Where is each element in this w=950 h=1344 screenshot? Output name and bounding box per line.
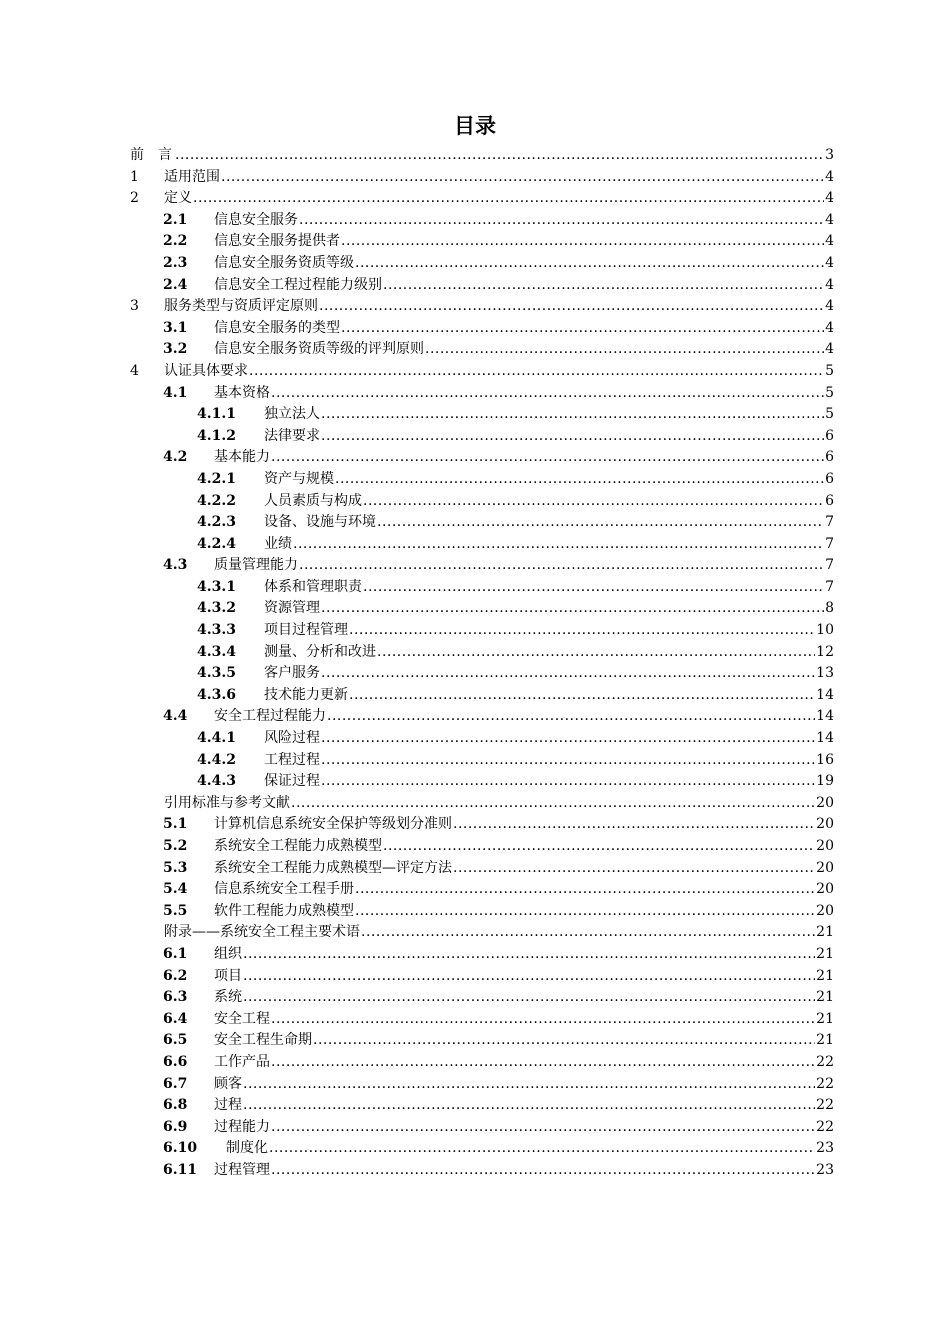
- toc-entry-title: 人员素质与构成: [264, 492, 362, 509]
- toc-entry[interactable]: [130, 167, 834, 189]
- toc-entry[interactable]: [130, 275, 834, 297]
- toc-dot-leader: [321, 728, 815, 750]
- toc-entry-number: 6.4: [163, 1010, 188, 1027]
- toc-dot-leader: [319, 296, 824, 318]
- toc-dot-leader: [271, 1160, 815, 1182]
- toc-entry[interactable]: [130, 512, 834, 534]
- toc-entry-line: [164, 296, 834, 318]
- toc-entry-number: 6.9: [163, 1118, 188, 1135]
- toc-entry-page: 5: [825, 406, 834, 423]
- toc-entry-line: [164, 793, 834, 815]
- toc-entry-number: 4.2.2: [197, 492, 236, 509]
- toc-entry[interactable]: [130, 469, 834, 491]
- toc-entry-number: 4.3.4: [197, 643, 236, 660]
- toc-entry[interactable]: [130, 663, 834, 685]
- toc-entry-line: [264, 469, 834, 491]
- toc-entry-number: 6.3: [163, 989, 188, 1006]
- toc-entry-page: 19: [816, 773, 834, 790]
- toc-entry-title: 系统: [214, 989, 242, 1006]
- toc-entry-page: 20: [816, 816, 834, 833]
- toc-entry-line: [214, 836, 834, 858]
- toc-entry-number: 3.2: [163, 341, 188, 358]
- toc-entry-page: 21: [816, 967, 834, 984]
- toc-dot-leader: [271, 1052, 815, 1074]
- toc-entry[interactable]: [130, 447, 834, 469]
- toc-dot-leader: [271, 1009, 815, 1031]
- toc-entry-line: [214, 555, 834, 577]
- toc-entry[interactable]: [130, 685, 834, 707]
- toc-entry-number: 6.2: [163, 967, 188, 984]
- toc-entry-line: [214, 1160, 834, 1182]
- toc-entry-page: 16: [816, 751, 834, 768]
- toc-dot-leader: [335, 469, 824, 491]
- toc-entry-title: 服务类型与资质评定原则: [164, 298, 318, 315]
- toc-entry-number: 4.1.1: [197, 406, 236, 423]
- toc-entry-line: [164, 167, 834, 189]
- toc-entry-page: 13: [816, 665, 834, 682]
- toc-entry-title: 法律要求: [264, 427, 320, 444]
- toc-entry[interactable]: [130, 771, 834, 793]
- toc-entry-title: 项目: [214, 967, 242, 984]
- toc-dot-leader: [341, 231, 824, 253]
- toc-dot-leader: [321, 598, 824, 620]
- toc-dot-leader: [271, 447, 824, 469]
- toc-entry-line: [164, 922, 834, 944]
- toc-entry-page: 3: [825, 147, 834, 163]
- toc-entry[interactable]: [130, 188, 834, 210]
- toc-entry-page: 6: [825, 449, 834, 466]
- toc-entry[interactable]: [130, 814, 834, 836]
- toc-entry[interactable]: [130, 836, 834, 858]
- toc-entry-number: 6.6: [163, 1053, 188, 1070]
- toc-entry-title: 认证具体要求: [164, 362, 248, 379]
- toc-entry-number: 1: [130, 168, 139, 185]
- toc-dot-leader: [355, 901, 815, 923]
- toc-entry-line: [264, 728, 834, 750]
- toc-entry[interactable]: [130, 750, 834, 772]
- toc-dot-leader: [249, 361, 824, 383]
- toc-entry-number: 前 言: [130, 147, 172, 163]
- toc-entry-line: [214, 1074, 834, 1096]
- toc-entry-line: [214, 814, 834, 836]
- toc-entry-line: [264, 642, 834, 664]
- toc-dot-leader: [243, 1074, 815, 1096]
- toc-entry-title: 安全工程生命期: [214, 1032, 312, 1049]
- toc-entry-page: 22: [816, 1075, 834, 1092]
- toc-entry-number: 4.3.1: [197, 578, 236, 595]
- toc-entry-line: [264, 685, 834, 707]
- toc-entry[interactable]: [130, 534, 834, 556]
- toc-dot-leader: [221, 167, 824, 189]
- toc-entry[interactable]: [130, 1074, 834, 1096]
- toc-entry-line: [214, 1095, 834, 1117]
- toc-entry-page: 7: [825, 514, 834, 531]
- toc-entry[interactable]: [130, 253, 834, 275]
- toc-entry-page: 8: [825, 600, 834, 617]
- toc-entry[interactable]: [130, 858, 834, 880]
- toc-dot-leader: [321, 771, 815, 793]
- toc-dot-leader: [243, 944, 815, 966]
- toc-entry-title: 保证过程: [264, 773, 320, 790]
- toc-entry-title: 信息安全服务资质等级的评判原则: [214, 341, 424, 358]
- toc-entry-page: 6: [825, 470, 834, 487]
- toc-entry-title: 过程: [214, 1097, 242, 1114]
- toc-entry-page: 22: [816, 1097, 834, 1114]
- toc-entry-title: 业绩: [264, 535, 292, 552]
- toc-entry[interactable]: [130, 1117, 834, 1139]
- toc-entry-line: [264, 598, 834, 620]
- toc-entry-page: 4: [825, 190, 834, 207]
- toc-dot-leader: [321, 404, 824, 426]
- toc-entry-page: 22: [816, 1118, 834, 1135]
- toc-entry-page: 23: [816, 1161, 834, 1178]
- toc-entry-line: [226, 1138, 834, 1160]
- toc-entry-page: 20: [816, 859, 834, 876]
- toc-entry[interactable]: [130, 793, 834, 815]
- toc-entry-number: 4.3.3: [197, 622, 236, 639]
- toc-entry-title: 附录——系统安全工程主要术语: [164, 924, 360, 941]
- toc-entry-number: 4.2: [163, 449, 188, 466]
- toc-entry-number: 5.4: [163, 881, 188, 898]
- toc-entry-number: 4.3.2: [197, 600, 236, 617]
- toc-entry-line: [264, 663, 834, 685]
- toc-entry-title: 工作产品: [214, 1053, 270, 1070]
- toc-entry-title: 基本能力: [214, 449, 270, 466]
- toc-entry-number: 6.11: [163, 1161, 198, 1178]
- toc-entry-title: 独立法人: [264, 406, 320, 423]
- toc-entry-title: 项目过程管理: [264, 622, 348, 639]
- toc-entry[interactable]: [130, 383, 834, 405]
- toc-entry-line: [264, 620, 834, 642]
- toc-entry-line: [214, 706, 834, 728]
- toc-entry-title: 顾客: [214, 1075, 242, 1092]
- toc-dot-leader: [361, 922, 815, 944]
- toc-entry-line: [264, 534, 834, 556]
- toc-entry-number: 4.4.1: [197, 730, 236, 747]
- toc-entry-page: 5: [825, 362, 834, 379]
- toc-entry-number: 5.2: [163, 838, 188, 854]
- toc-dot-leader: [299, 555, 824, 577]
- toc-entry[interactable]: [130, 1030, 834, 1052]
- toc-entry-number: 4: [130, 362, 139, 379]
- toc-dot-leader: [425, 339, 824, 361]
- toc-entry-line: [264, 750, 834, 772]
- toc-dot-leader: [341, 318, 824, 340]
- toc-entry[interactable]: [130, 1052, 834, 1074]
- toc-entry-title: 软件工程能力成熟模型: [214, 902, 354, 919]
- toc-dot-leader: [377, 642, 815, 664]
- toc-dot-leader: [377, 512, 824, 534]
- toc-entry-page: 7: [825, 535, 834, 552]
- toc-entry-line: [214, 1030, 834, 1052]
- toc-dot-leader: [453, 858, 815, 880]
- toc-entry[interactable]: [130, 966, 834, 988]
- toc-entry-page: 14: [816, 686, 834, 703]
- toc-entry-number: 4.4.2: [197, 751, 236, 768]
- toc-entry-line: [264, 577, 834, 599]
- toc-entry-page: 14: [816, 730, 834, 747]
- toc-entry-title: 过程管理: [214, 1161, 270, 1178]
- toc-entry-page: 21: [816, 1032, 834, 1049]
- toc-entry-page: 4: [825, 211, 834, 228]
- toc-entry-title: 适用范围: [164, 168, 220, 185]
- toc-dot-leader: [327, 706, 815, 728]
- toc-entry[interactable]: [130, 901, 834, 923]
- toc-entry[interactable]: [130, 296, 834, 318]
- toc-entry-number: 4.1: [163, 384, 188, 401]
- toc-entry-number: 6.7: [163, 1075, 188, 1092]
- toc-entry-title: 信息安全工程过程能力级别: [214, 276, 382, 293]
- toc-entry-page: 4: [825, 254, 834, 271]
- toc-entry-line: [214, 210, 834, 232]
- toc-entry-number: 4.3.6: [197, 686, 236, 703]
- toc-dot-leader: [349, 685, 815, 707]
- toc-entry-number: 5.1: [163, 816, 188, 833]
- toc-entry[interactable]: [130, 1095, 834, 1117]
- toc-entry-line: [214, 987, 834, 1009]
- toc-entry-page: 5: [825, 384, 834, 401]
- toc-entry-line: [214, 966, 834, 988]
- toc-entry-line: [214, 275, 834, 297]
- toc-entry-page: 20: [816, 838, 834, 854]
- toc-entry-page: 6: [825, 427, 834, 444]
- toc-entry-page: 20: [816, 881, 834, 898]
- toc-entry-line: [214, 231, 834, 253]
- toc-entry-page: 4: [825, 298, 834, 315]
- toc-entry-page: 7: [825, 578, 834, 595]
- toc-entry-line: [264, 512, 834, 534]
- toc-entry-line: [214, 383, 834, 405]
- toc-entry-page: 21: [816, 989, 834, 1006]
- toc-dot-leader: [291, 793, 815, 815]
- toc-entry-line: [164, 188, 834, 210]
- toc-dot-leader: [271, 383, 824, 405]
- toc-entry-title: 组织: [214, 945, 242, 962]
- toc-dot-leader: [383, 836, 815, 858]
- toc-entry-page: 12: [816, 643, 834, 660]
- toc-entry[interactable]: [130, 145, 834, 167]
- toc-entry-number: 4.3.5: [197, 665, 236, 682]
- toc-entry[interactable]: [130, 598, 834, 620]
- toc-entry-page: 21: [816, 924, 834, 941]
- toc-entry-title: 定义: [164, 190, 192, 207]
- toc-dot-leader: [243, 966, 815, 988]
- toc-entry-line: [214, 858, 834, 880]
- table-of-contents: [130, 145, 834, 1182]
- page-title: 目录: [454, 114, 496, 138]
- toc-entry[interactable]: [130, 318, 834, 340]
- toc-entry-line: [214, 879, 834, 901]
- toc-entry-title: 系统安全工程能力成熟模型: [214, 838, 382, 854]
- toc-entry-number: 6.1: [163, 945, 188, 962]
- toc-entry[interactable]: [130, 404, 834, 426]
- toc-entry-number: 2.3: [163, 254, 188, 271]
- toc-dot-leader: [299, 210, 824, 232]
- toc-entry-line: [214, 901, 834, 923]
- toc-entry-number: 5.3: [163, 859, 188, 876]
- toc-entry-line: [174, 145, 834, 167]
- toc-dot-leader: [349, 620, 815, 642]
- toc-entry-number: 3: [130, 298, 139, 315]
- toc-entry[interactable]: [130, 728, 834, 750]
- toc-entry-title: 制度化: [226, 1140, 268, 1157]
- toc-entry[interactable]: [130, 879, 834, 901]
- toc-entry-page: 4: [825, 319, 834, 336]
- toc-entry-title: 信息安全服务: [214, 211, 298, 228]
- toc-entry-line: [214, 1117, 834, 1139]
- toc-entry-number: 2.4: [163, 276, 188, 293]
- toc-entry-title: 技术能力更新: [264, 686, 348, 703]
- toc-entry-line: [214, 944, 834, 966]
- toc-entry-page: 4: [825, 341, 834, 358]
- toc-dot-leader: [313, 1030, 815, 1052]
- toc-entry[interactable]: [130, 339, 834, 361]
- toc-entry-title: 体系和管理职责: [264, 578, 362, 595]
- toc-entry-number: 4.4.3: [197, 773, 236, 790]
- toc-entry[interactable]: [130, 231, 834, 253]
- toc-dot-leader: [363, 491, 824, 513]
- toc-entry[interactable]: [130, 706, 834, 728]
- toc-entry-title: 资产与规模: [264, 470, 334, 487]
- toc-dot-leader: [383, 275, 824, 297]
- toc-dot-leader: [321, 663, 815, 685]
- toc-entry-line: [214, 1052, 834, 1074]
- toc-dot-leader: [355, 253, 824, 275]
- toc-entry-number: 5.5: [163, 902, 188, 919]
- toc-entry-line: [214, 339, 834, 361]
- toc-dot-leader: [243, 1095, 815, 1117]
- toc-entry-title: 安全工程: [214, 1010, 270, 1027]
- toc-entry-line: [164, 361, 834, 383]
- toc-entry-line: [264, 404, 834, 426]
- toc-dot-leader: [355, 879, 815, 901]
- toc-entry-page: 20: [816, 794, 834, 811]
- toc-entry[interactable]: [130, 642, 834, 664]
- toc-dot-leader: [321, 750, 815, 772]
- toc-entry[interactable]: [130, 1138, 834, 1160]
- toc-dot-leader: [269, 1138, 815, 1160]
- toc-entry-title: 信息安全服务的类型: [214, 319, 340, 336]
- toc-entry-line: [264, 426, 834, 448]
- toc-entry-number: 4.2.4: [197, 535, 236, 552]
- toc-entry[interactable]: [130, 426, 834, 448]
- toc-entry-line: [214, 318, 834, 340]
- toc-entry-page: 4: [825, 168, 834, 185]
- toc-entry-page: 21: [816, 1010, 834, 1027]
- toc-entry[interactable]: [130, 620, 834, 642]
- toc-entry-number: 2.1: [163, 211, 188, 228]
- toc-entry-number: 2: [130, 190, 139, 207]
- toc-dot-leader: [293, 534, 824, 556]
- toc-entry-title: 工程过程: [264, 751, 320, 768]
- toc-entry-title: 信息安全服务提供者: [214, 233, 340, 250]
- toc-entry-number: 3.1: [163, 319, 188, 336]
- toc-dot-leader: [193, 188, 824, 210]
- toc-entry-title: 计算机信息系统安全保护等级划分准则: [214, 816, 452, 833]
- toc-entry[interactable]: [130, 922, 834, 944]
- toc-entry[interactable]: [130, 555, 834, 577]
- toc-entry[interactable]: [130, 210, 834, 232]
- toc-entry-number: 4.2.1: [197, 470, 236, 487]
- toc-entry-page: 22: [816, 1053, 834, 1070]
- toc-entry[interactable]: [130, 1009, 834, 1031]
- toc-entry-title: 系统安全工程能力成熟模型—评定方法: [214, 859, 452, 876]
- toc-entry[interactable]: [130, 361, 834, 383]
- toc-entry-number: 6.5: [163, 1032, 188, 1049]
- toc-entry-number: 6.8: [163, 1097, 188, 1114]
- toc-dot-leader: [243, 987, 815, 1009]
- toc-entry-line: [264, 491, 834, 513]
- toc-entry-line: [214, 253, 834, 275]
- toc-entry-page: 14: [816, 708, 834, 725]
- toc-entry[interactable]: [130, 944, 834, 966]
- toc-dot-leader: [363, 577, 824, 599]
- toc-entry-page: 6: [825, 492, 834, 509]
- toc-entry-title: 测量、分析和改进: [264, 643, 376, 660]
- toc-entry-title: 资源管理: [264, 600, 320, 617]
- toc-entry[interactable]: [130, 987, 834, 1009]
- toc-entry-number: 6.10: [163, 1140, 198, 1157]
- toc-entry-page: 4: [825, 233, 834, 250]
- toc-entry-title: 质量管理能力: [214, 557, 298, 574]
- toc-dot-leader: [321, 426, 824, 448]
- toc-entry-title: 过程能力: [214, 1118, 270, 1135]
- toc-entry-title: 安全工程过程能力: [214, 708, 326, 725]
- toc-entry-number: 2.2: [163, 233, 188, 250]
- toc-entry-line: [214, 447, 834, 469]
- toc-entry-title: 引用标准与参考文献: [164, 794, 290, 811]
- toc-dot-leader: [271, 1117, 815, 1139]
- toc-entry-title: 设备、设施与环境: [264, 514, 376, 531]
- toc-entry-title: 风险过程: [264, 730, 320, 747]
- toc-entry-page: 20: [816, 902, 834, 919]
- toc-entry-title: 客户服务: [264, 665, 320, 682]
- toc-entry-line: [214, 1009, 834, 1031]
- toc-entry-line: [264, 771, 834, 793]
- toc-entry[interactable]: [130, 491, 834, 513]
- toc-entry-number: 4.3: [163, 557, 188, 574]
- toc-entry-number: 4.2.3: [197, 514, 236, 531]
- toc-entry[interactable]: [130, 577, 834, 599]
- toc-entry-title: 基本资格: [214, 384, 270, 401]
- toc-entry-page: 10: [816, 622, 834, 639]
- toc-entry-page: 7: [825, 557, 834, 574]
- toc-entry-page: 4: [825, 276, 834, 293]
- toc-entry-title: 信息安全服务资质等级: [214, 254, 354, 271]
- toc-entry-number: 4.1.2: [197, 427, 236, 444]
- toc-entry-title: 信息系统安全工程手册: [214, 881, 354, 898]
- toc-entry-page: 21: [816, 945, 834, 962]
- toc-dot-leader: [453, 814, 815, 836]
- toc-entry[interactable]: [130, 1160, 834, 1182]
- toc-entry-number: 4.4: [163, 708, 188, 725]
- toc-entry-page: 23: [816, 1140, 834, 1157]
- toc-dot-leader: [175, 145, 824, 167]
